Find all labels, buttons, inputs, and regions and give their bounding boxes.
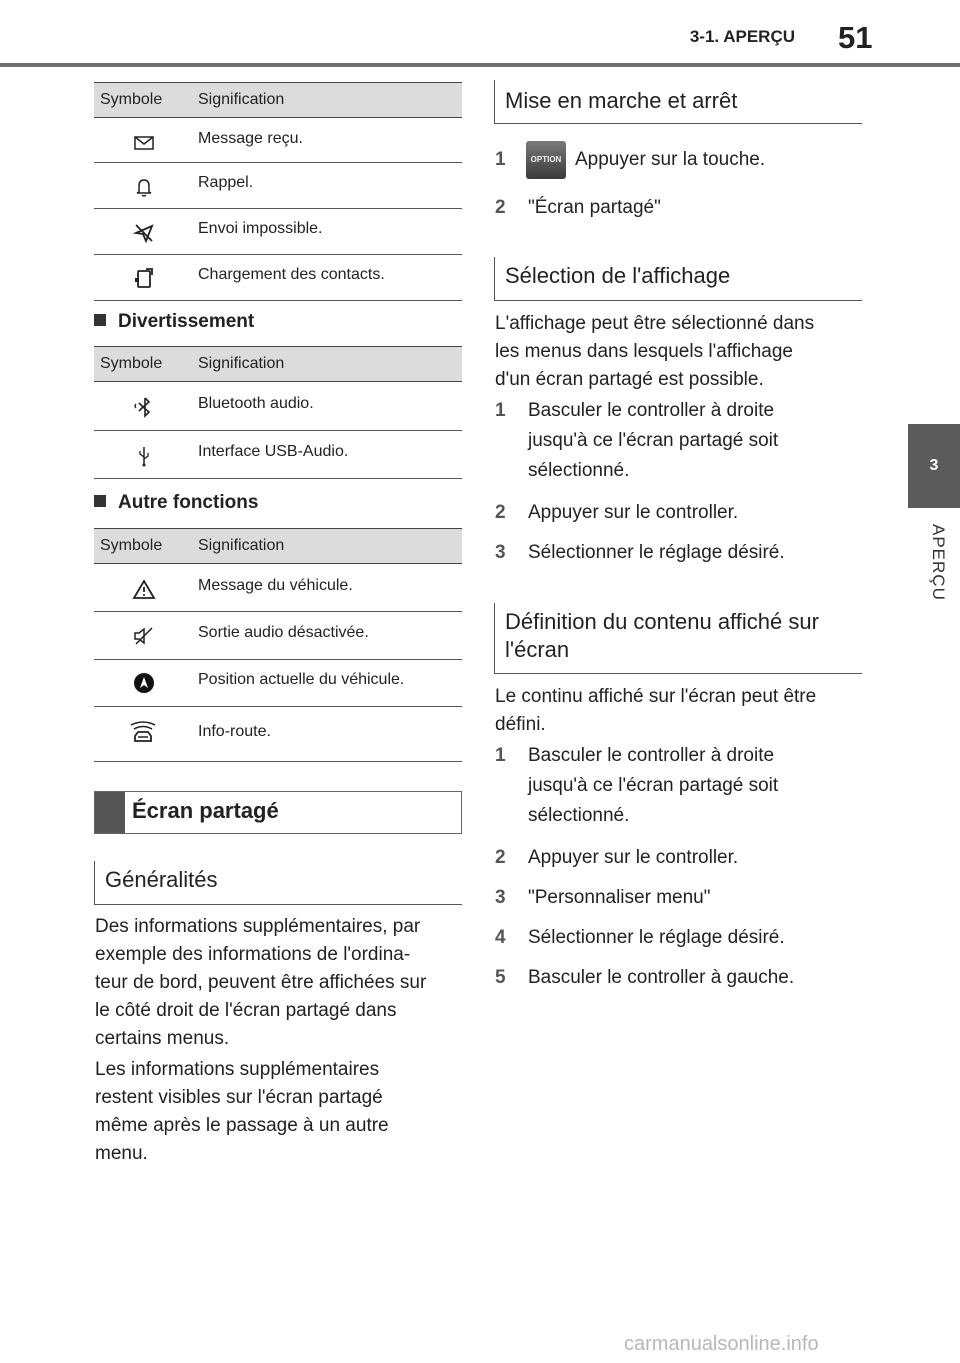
generalites-paragraph-1 [95, 913, 465, 1053]
step-text: "Écran partagé" [528, 197, 661, 218]
bullet-square-icon [94, 314, 106, 326]
step-number: 3 [495, 542, 506, 563]
meaning-text: Interface USB-Audio. [198, 443, 349, 460]
table-row [94, 382, 462, 431]
text-line: Sélectionner le réglage désiré. [528, 542, 785, 563]
step-number: 2 [495, 502, 506, 523]
text-line: Sélectionner le réglage désiré. [528, 927, 785, 948]
page-number: 51 [838, 20, 873, 55]
text-line: sélectionné. [528, 805, 630, 826]
generalites-title: Généralités [105, 867, 218, 892]
bluetooth-audio-icon [132, 394, 156, 418]
option-key-icon: OPTION [526, 141, 566, 179]
step-text [528, 396, 778, 486]
definition-step-4 [495, 923, 865, 953]
text-line: jusqu'à ce l'écran partagé soit [528, 775, 779, 796]
step-number: 1 [495, 400, 506, 421]
text-line: défini. [495, 714, 546, 735]
definition-intro [495, 683, 865, 739]
contacts-loading-icon [132, 267, 156, 291]
generalites-heading [94, 861, 462, 905]
text-line: certains menus. [95, 1028, 230, 1049]
table-header [94, 346, 462, 382]
definition-step-5 [495, 963, 865, 993]
table-row [94, 431, 462, 479]
text-line: les menus dans lesquels l'affichage [495, 341, 793, 362]
selection-intro [495, 310, 865, 394]
mise-step-2 [495, 193, 865, 225]
bullet-square-icon [94, 495, 106, 507]
step-number: 2 [495, 847, 506, 868]
col-meaning-header: Signification [198, 355, 285, 372]
definition-step-1 [495, 741, 865, 833]
text-line: le côté droit de l'écran partagé dans [95, 1000, 397, 1021]
step-number: 2 [495, 197, 506, 218]
table-row [94, 163, 462, 209]
selection-heading [494, 257, 862, 301]
generalites-paragraph-2 [95, 1056, 465, 1168]
table-row [94, 118, 462, 163]
table-row [94, 209, 462, 255]
definition-step-3 [495, 883, 865, 913]
step-number: 1 [495, 149, 506, 170]
definition-heading [494, 603, 862, 674]
selection-step-2 [495, 498, 865, 528]
table-header [94, 528, 462, 564]
divertissement-title: Divertissement [118, 311, 255, 332]
step-text [528, 923, 785, 953]
text-line: Des informations supplémentaires, par [95, 916, 421, 937]
step-text [528, 538, 785, 568]
text-line: "Personnaliser menu" [528, 887, 711, 908]
definition-title-line: Définition du contenu affiché sur [505, 609, 819, 634]
table-header [94, 82, 462, 118]
vehicle-position-icon [132, 671, 156, 695]
step-text [528, 741, 778, 831]
table-row [94, 707, 462, 762]
table-row [94, 612, 462, 660]
text-line: Appuyer sur le controller. [528, 502, 739, 523]
col-symbol-header: Symbole [100, 537, 163, 554]
meaning-text: Position actuelle du véhicule. [198, 671, 405, 688]
meaning-text: Message du véhicule. [198, 577, 353, 594]
text-line: Appuyer sur le controller. [528, 847, 739, 868]
bell-icon [132, 175, 156, 199]
meaning-text: Envoi impossible. [198, 220, 323, 237]
send-failed-icon [132, 221, 156, 245]
step-text [528, 498, 738, 528]
ecran-partage-section-header [94, 791, 462, 834]
definition-title-line: l'écran [505, 637, 570, 662]
usb-icon [132, 444, 156, 468]
meaning-text: Message reçu. [198, 130, 303, 147]
warning-triangle-icon [132, 578, 156, 602]
divertissement-heading [94, 311, 254, 333]
table-row [94, 255, 462, 301]
step-number: 4 [495, 927, 506, 948]
step-number: 1 [495, 745, 506, 766]
messages-symbol-table [94, 82, 462, 301]
step-text [528, 963, 794, 993]
step-text [528, 843, 738, 873]
step-text: Appuyer sur la touche. [575, 149, 766, 170]
selection-step-1 [495, 396, 865, 488]
traffic-info-icon [128, 721, 158, 745]
step-number: 5 [495, 967, 506, 988]
selection-step-3 [495, 538, 865, 568]
col-symbol-header: Symbole [100, 91, 163, 108]
text-line: Basculer le controller à gauche. [528, 967, 795, 988]
autres-symbol-table [94, 528, 462, 762]
text-line: Basculer le controller à droite [528, 745, 775, 766]
definition-step-2 [495, 843, 865, 873]
table-row [94, 564, 462, 612]
autres-title: Autre fonctions [118, 492, 259, 513]
section-bar [95, 792, 125, 833]
meaning-text: Info-route. [198, 723, 271, 740]
step-number: 3 [495, 887, 506, 908]
text-line: Basculer le controller à droite [528, 400, 775, 421]
col-symbol-header: Symbole [100, 355, 163, 372]
header-divider [0, 63, 960, 67]
mise-en-marche-heading [494, 80, 862, 124]
text-line: menu. [95, 1143, 148, 1164]
text-line: restent visibles sur l'écran partagé [95, 1087, 383, 1108]
selection-title: Sélection de l'affichage [505, 263, 731, 288]
text-line: Les informations supplémentaires [95, 1059, 380, 1080]
chapter-tab-number[interactable]: 3 [908, 424, 960, 508]
meaning-text: Chargement des contacts. [198, 266, 385, 283]
text-line: exemple des informations de l'ordina- [95, 944, 411, 965]
meaning-text: Rappel. [198, 174, 254, 191]
text-line: L'affichage peut être sélectionné dans [495, 313, 815, 334]
text-line: teur de bord, peuvent être affichées sur [95, 972, 427, 993]
speaker-muted-icon [132, 624, 156, 648]
text-line: jusqu'à ce l'écran partagé soit [528, 430, 779, 451]
table-row [94, 660, 462, 707]
col-meaning-header: Signification [198, 537, 285, 554]
ecran-partage-title: Écran partagé [132, 798, 279, 823]
chapter-tab-label: APERÇU [929, 524, 948, 601]
meaning-text: Bluetooth audio. [198, 395, 314, 412]
mise-en-marche-title: Mise en marche et arrêt [505, 88, 738, 113]
step-text [528, 883, 710, 913]
meaning-text: Sortie audio désactivée. [198, 624, 369, 641]
text-line: d'un écran partagé est possible. [495, 369, 764, 390]
text-line: sélectionné. [528, 460, 630, 481]
col-meaning-header: Signification [198, 91, 285, 108]
autres-heading [94, 492, 258, 514]
watermark: carmanualsonline.info [624, 1333, 819, 1355]
text-line: Le continu affiché sur l'écran peut être [495, 686, 817, 707]
section-title: 3-1. APERÇU [689, 27, 795, 46]
text-line: même après le passage à un autre [95, 1115, 389, 1136]
divertissement-symbol-table [94, 346, 462, 479]
envelope-icon [132, 131, 156, 155]
